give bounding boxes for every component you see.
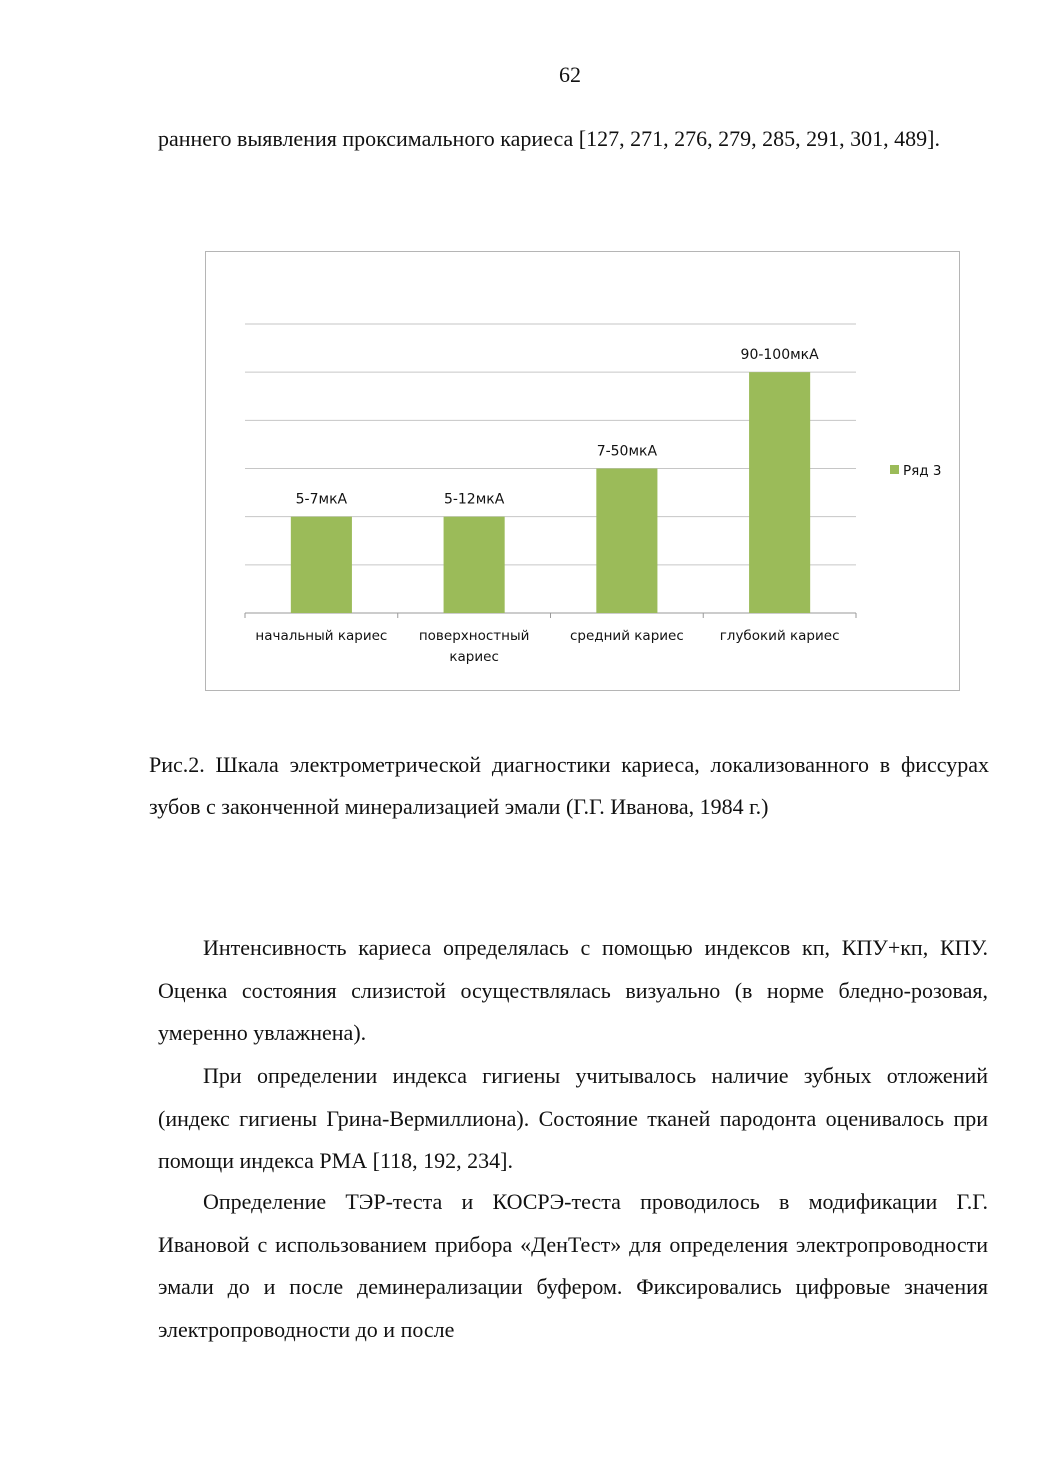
data-label: 5-12мкА: [443, 491, 505, 508]
x-tick-label: глубокий кариес: [719, 628, 840, 644]
legend-swatch: [890, 465, 899, 474]
x-tick-label: кариес: [449, 649, 499, 665]
data-label: 90-100мкА: [740, 347, 819, 364]
x-tick-label: начальный кариес: [255, 628, 388, 644]
body-paragraph-3: Определение ТЭР-теста и КОСРЭ-теста проводилось в модификации Г.Г. Ивановой с использованием прибора «ДенТест» для определения электропроводности эмали до и после деминерализации буфером. Фиксировались цифровые значения электропроводности до и после: [158, 1189, 988, 1342]
x-tick-label: средний кариес: [569, 628, 684, 644]
x-tick-label: поверхностный: [418, 628, 530, 644]
body-paragraph-1: Интенсивность кариеса определялась с помощью индексов кп, КПУ+кп, КПУ. Оценка состояния слизистой осуществлялась визуально (в норме бледно-розовая, умеренно увлажнена).: [158, 935, 988, 1045]
figure-caption: Рис.2. Шкала электрометрической диагностики кариеса, локализованного в фиссурах зубов с законченной минерализацией эмали (Г.Г. Иванова, 1984 г.): [149, 752, 989, 819]
bar: [291, 517, 352, 613]
bar: [596, 469, 657, 614]
chart-canvas: [206, 252, 959, 690]
legend-label: Ряд 3: [903, 463, 942, 479]
data-label: 7-50мкА: [596, 443, 658, 460]
bar: [444, 517, 505, 613]
page-number: 62: [559, 62, 581, 87]
data-label: 5-7мкА: [295, 491, 348, 508]
bar-chart: [205, 251, 960, 691]
intro-paragraph: раннего выявления проксимального кариеса [127, 271, 276, 279, 285, 291, 301, 489].: [158, 126, 940, 151]
bar: [749, 372, 810, 613]
body-paragraph-2: При определении индекса гигиены учитывалось наличие зубных отложений (индекс гигиены Грина-Вермиллиона). Состояние тканей пародонта оценивалось при помощи индекса РМА [118, 192, 234].: [158, 1063, 988, 1173]
